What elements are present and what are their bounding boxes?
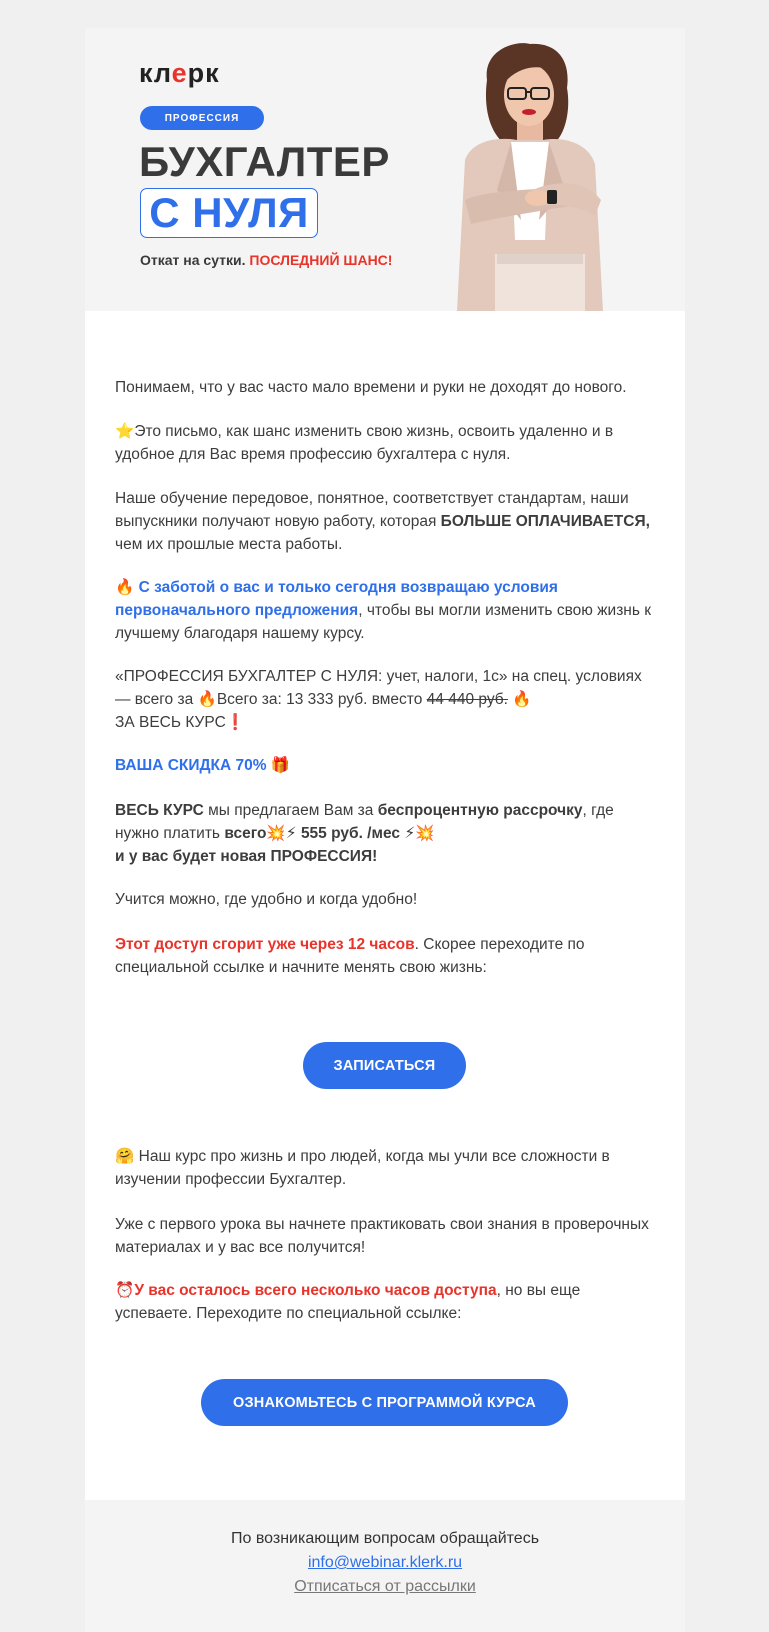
star-icon: ⭐ <box>115 423 135 440</box>
intro-paragraph: Понимаем, что у вас часто мало времени и руки не доходят до нового. <box>115 379 627 396</box>
unsubscribe-link[interactable]: Отписаться от рассылки <box>294 1578 476 1595</box>
hugging-face-icon: 🤗 <box>115 1148 135 1165</box>
price-paragraph <box>115 665 655 734</box>
alarm-clock-icon: ⏰ <box>115 1282 135 1299</box>
training-text-c: чем их прошлые места работы. <box>115 536 343 553</box>
hero-note <box>140 252 392 268</box>
price-text-b: Всего за: 13 333 руб. вместо <box>216 691 423 708</box>
installment-text-d: , где нужно платить <box>115 802 614 842</box>
flexible-paragraph: Учится можно, где удобно и когда удобно! <box>115 891 418 908</box>
signup-button[interactable]: ЗАПИСАТЬСЯ <box>303 1042 466 1089</box>
deadline-highlight: Этот доступ сгорит уже через 12 часов <box>115 936 415 953</box>
hero-banner <box>85 28 685 311</box>
boom-icon: 💥 <box>266 825 286 842</box>
remaining-highlight: У вас осталось всего несколько часов доступа <box>134 1282 497 1299</box>
email-content-card <box>85 311 685 1500</box>
fire-icon: 🔥 <box>115 579 135 596</box>
logo-text-right: рк <box>187 58 220 88</box>
footer-email-link[interactable]: info@webinar.klerk.ru <box>307 1554 463 1571</box>
installment-bold-c: беспроцентную рассрочку <box>377 802 583 819</box>
exclamation-icon: ❗ <box>225 714 246 731</box>
installment-paragraph <box>115 799 655 868</box>
boom-icon: 💥 <box>415 825 435 842</box>
training-paragraph <box>115 487 655 556</box>
chance-paragraph <box>115 420 655 466</box>
price-text-c: ЗА ВЕСЬ КУРС <box>115 714 226 731</box>
about-paragraph <box>115 1145 655 1191</box>
deadline-text: . Скорее переходите по специальной ссылке и начните менять свою жизнь: <box>115 936 585 976</box>
klerk-logo[interactable] <box>139 58 220 89</box>
fire-icon: 🔥 <box>197 691 217 708</box>
chance-text: Это письмо, как шанс изменить свою жизнь, освоить удаленно и в удобное для Вас время профессию бухгалтера с нуля. <box>115 423 614 463</box>
offer-paragraph <box>115 576 655 645</box>
logo-clip-letter: е <box>171 58 188 88</box>
view-program-button[interactable]: ОЗНАКОМЬТЕСЬ С ПРОГРАММОЙ КУРСА <box>201 1379 568 1426</box>
installment-text-b: мы предлагаем Вам за <box>208 802 374 819</box>
training-text-a: Наше обучение передовое, понятное, соответствует стандартам, наши выпускники получают новую работу, которая <box>115 490 629 530</box>
fire-icon: 🔥 <box>512 691 532 708</box>
lightning-icon: ⚡ <box>285 825 297 842</box>
installment-bold-a: ВЕСЬ КУРС <box>115 802 204 819</box>
hero-title-line2: С НУЛЯ <box>149 189 309 236</box>
installment-bold-g: и у вас будет новая ПРОФЕССИЯ! <box>115 848 378 865</box>
lightning-icon: ⚡ <box>404 825 416 842</box>
monthly-price: 555 руб. /мес <box>300 825 400 842</box>
profession-tag: ПРОФЕССИЯ <box>140 106 264 130</box>
footer-question: По возникающим вопросам обращайтесь <box>230 1530 540 1547</box>
hero-title-line1: БУХГАЛТЕР <box>139 138 390 185</box>
hero-note-prefix: Откат на сутки. <box>140 252 246 268</box>
logo-text-left: кл <box>139 58 172 88</box>
price-text-a: «ПРОФЕССИЯ БУХГАЛТЕР С НУЛЯ: учет, налоги, 1с» на спец. условиях — всего за <box>115 668 642 708</box>
training-text-bold: БОЛЬШЕ ОПЛАЧИВАЕТСЯ, <box>440 513 650 530</box>
deadline-paragraph <box>115 933 655 979</box>
about-text: Наш курс про жизнь и про людей, когда мы учли все сложности в изучении профессии Бухгалтер. <box>115 1148 610 1188</box>
email-footer <box>85 1500 685 1632</box>
discount-text: ВАША СКИДКА 70% <box>115 757 267 774</box>
old-price: 44 440 руб. <box>426 691 508 708</box>
woman-photo-illustration <box>425 40 635 311</box>
offer-text: , чтобы вы могли изменить свою жизнь к лучшему благодаря нашему курсу. <box>115 602 652 642</box>
remaining-paragraph <box>115 1279 655 1325</box>
discount-paragraph <box>115 754 655 777</box>
installment-bold-e: всего <box>224 825 267 842</box>
practice-paragraph: Уже с первого урока вы начнете практиковать свои знания в проверочных материалах и у вас все получится! <box>115 1216 649 1256</box>
gift-icon: 🎁 <box>270 757 291 774</box>
offer-highlight: С заботой о вас и только сегодня возвращаю условия первоначального предложения <box>115 579 558 619</box>
hero-note-accent: ПОСЛЕДНИЙ ШАНС! <box>249 252 393 268</box>
hero-title-box <box>140 188 318 238</box>
remaining-text: , но вы еще успеваете. Переходите по специальной ссылке: <box>115 1282 581 1322</box>
